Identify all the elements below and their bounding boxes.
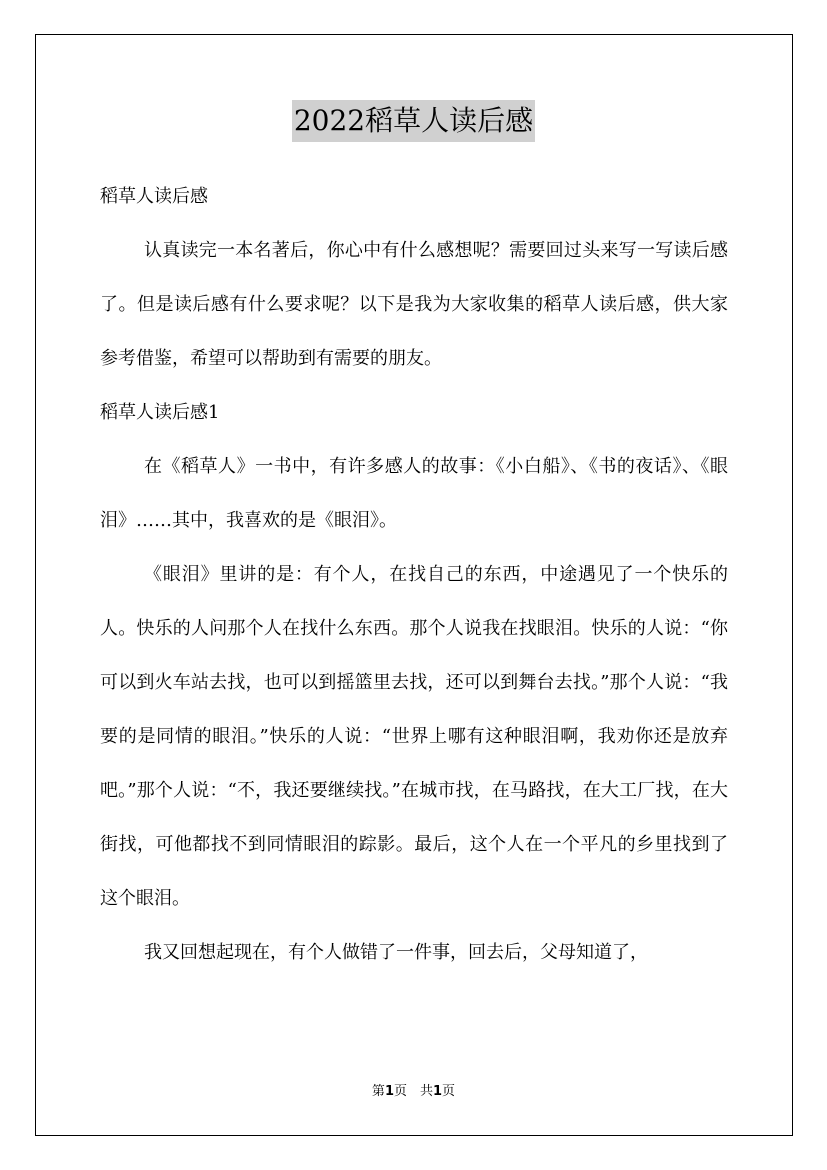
intro-paragraph: 认真读完一本名著后，你心中有什么感想呢？需要回过头来写一写读后感了。但是读后感有什么要求呢？以下是我为大家收集的稻草人读后感，供大家参考借鉴，希望可以帮助到有需要的朋友。: [100, 240, 728, 369]
paragraph-reflection: 我又回想起现在，有个人做错了一件事，回去后，父母知道了，: [144, 942, 648, 963]
section-heading-1: 稻草人读后感1: [100, 402, 220, 423]
footer-total-pages: 1: [433, 1084, 443, 1099]
paragraph-tears-story: 《眼泪》里讲的是：有个人，在找自己的东西，中途遇见了一个快乐的人。快乐的人问那个人在找什么东西。那个人说我在找眼泪。快乐的人说：“你可以到火车站去找，也可以到摇篮里去找，还可以到舞台去找。”那个人说：“我要的是同情的眼泪。”快乐的人说：“世界上哪有这种眼泪啊，我劝你还是放弃吧。”那个人说：“不，我还要继续找。”在城市找，在马路找，在大工厂找，在大街找，可他都找不到同情眼泪的踪影。最后，这个人在一个平凡的乡里找到了这个眼泪。: [100, 564, 728, 909]
document-title: 2022稻草人读后感: [292, 100, 535, 142]
footer-current-page: 1: [384, 1084, 394, 1099]
paragraph-stories: 在《稻草人》一书中，有许多感人的故事：《小白船》、《书的夜话》、《眼泪》……其中，我喜欢的是《眼泪》。: [100, 456, 728, 531]
footer-suffix: 页: [442, 1084, 456, 1099]
section-heading-intro: 稻草人读后感: [100, 186, 208, 207]
footer-prefix: 第: [371, 1084, 385, 1099]
page-footer: [0, 1083, 827, 1101]
title-container: [0, 100, 827, 142]
footer-mid: 页 共: [393, 1084, 433, 1099]
document-body: [100, 170, 728, 980]
